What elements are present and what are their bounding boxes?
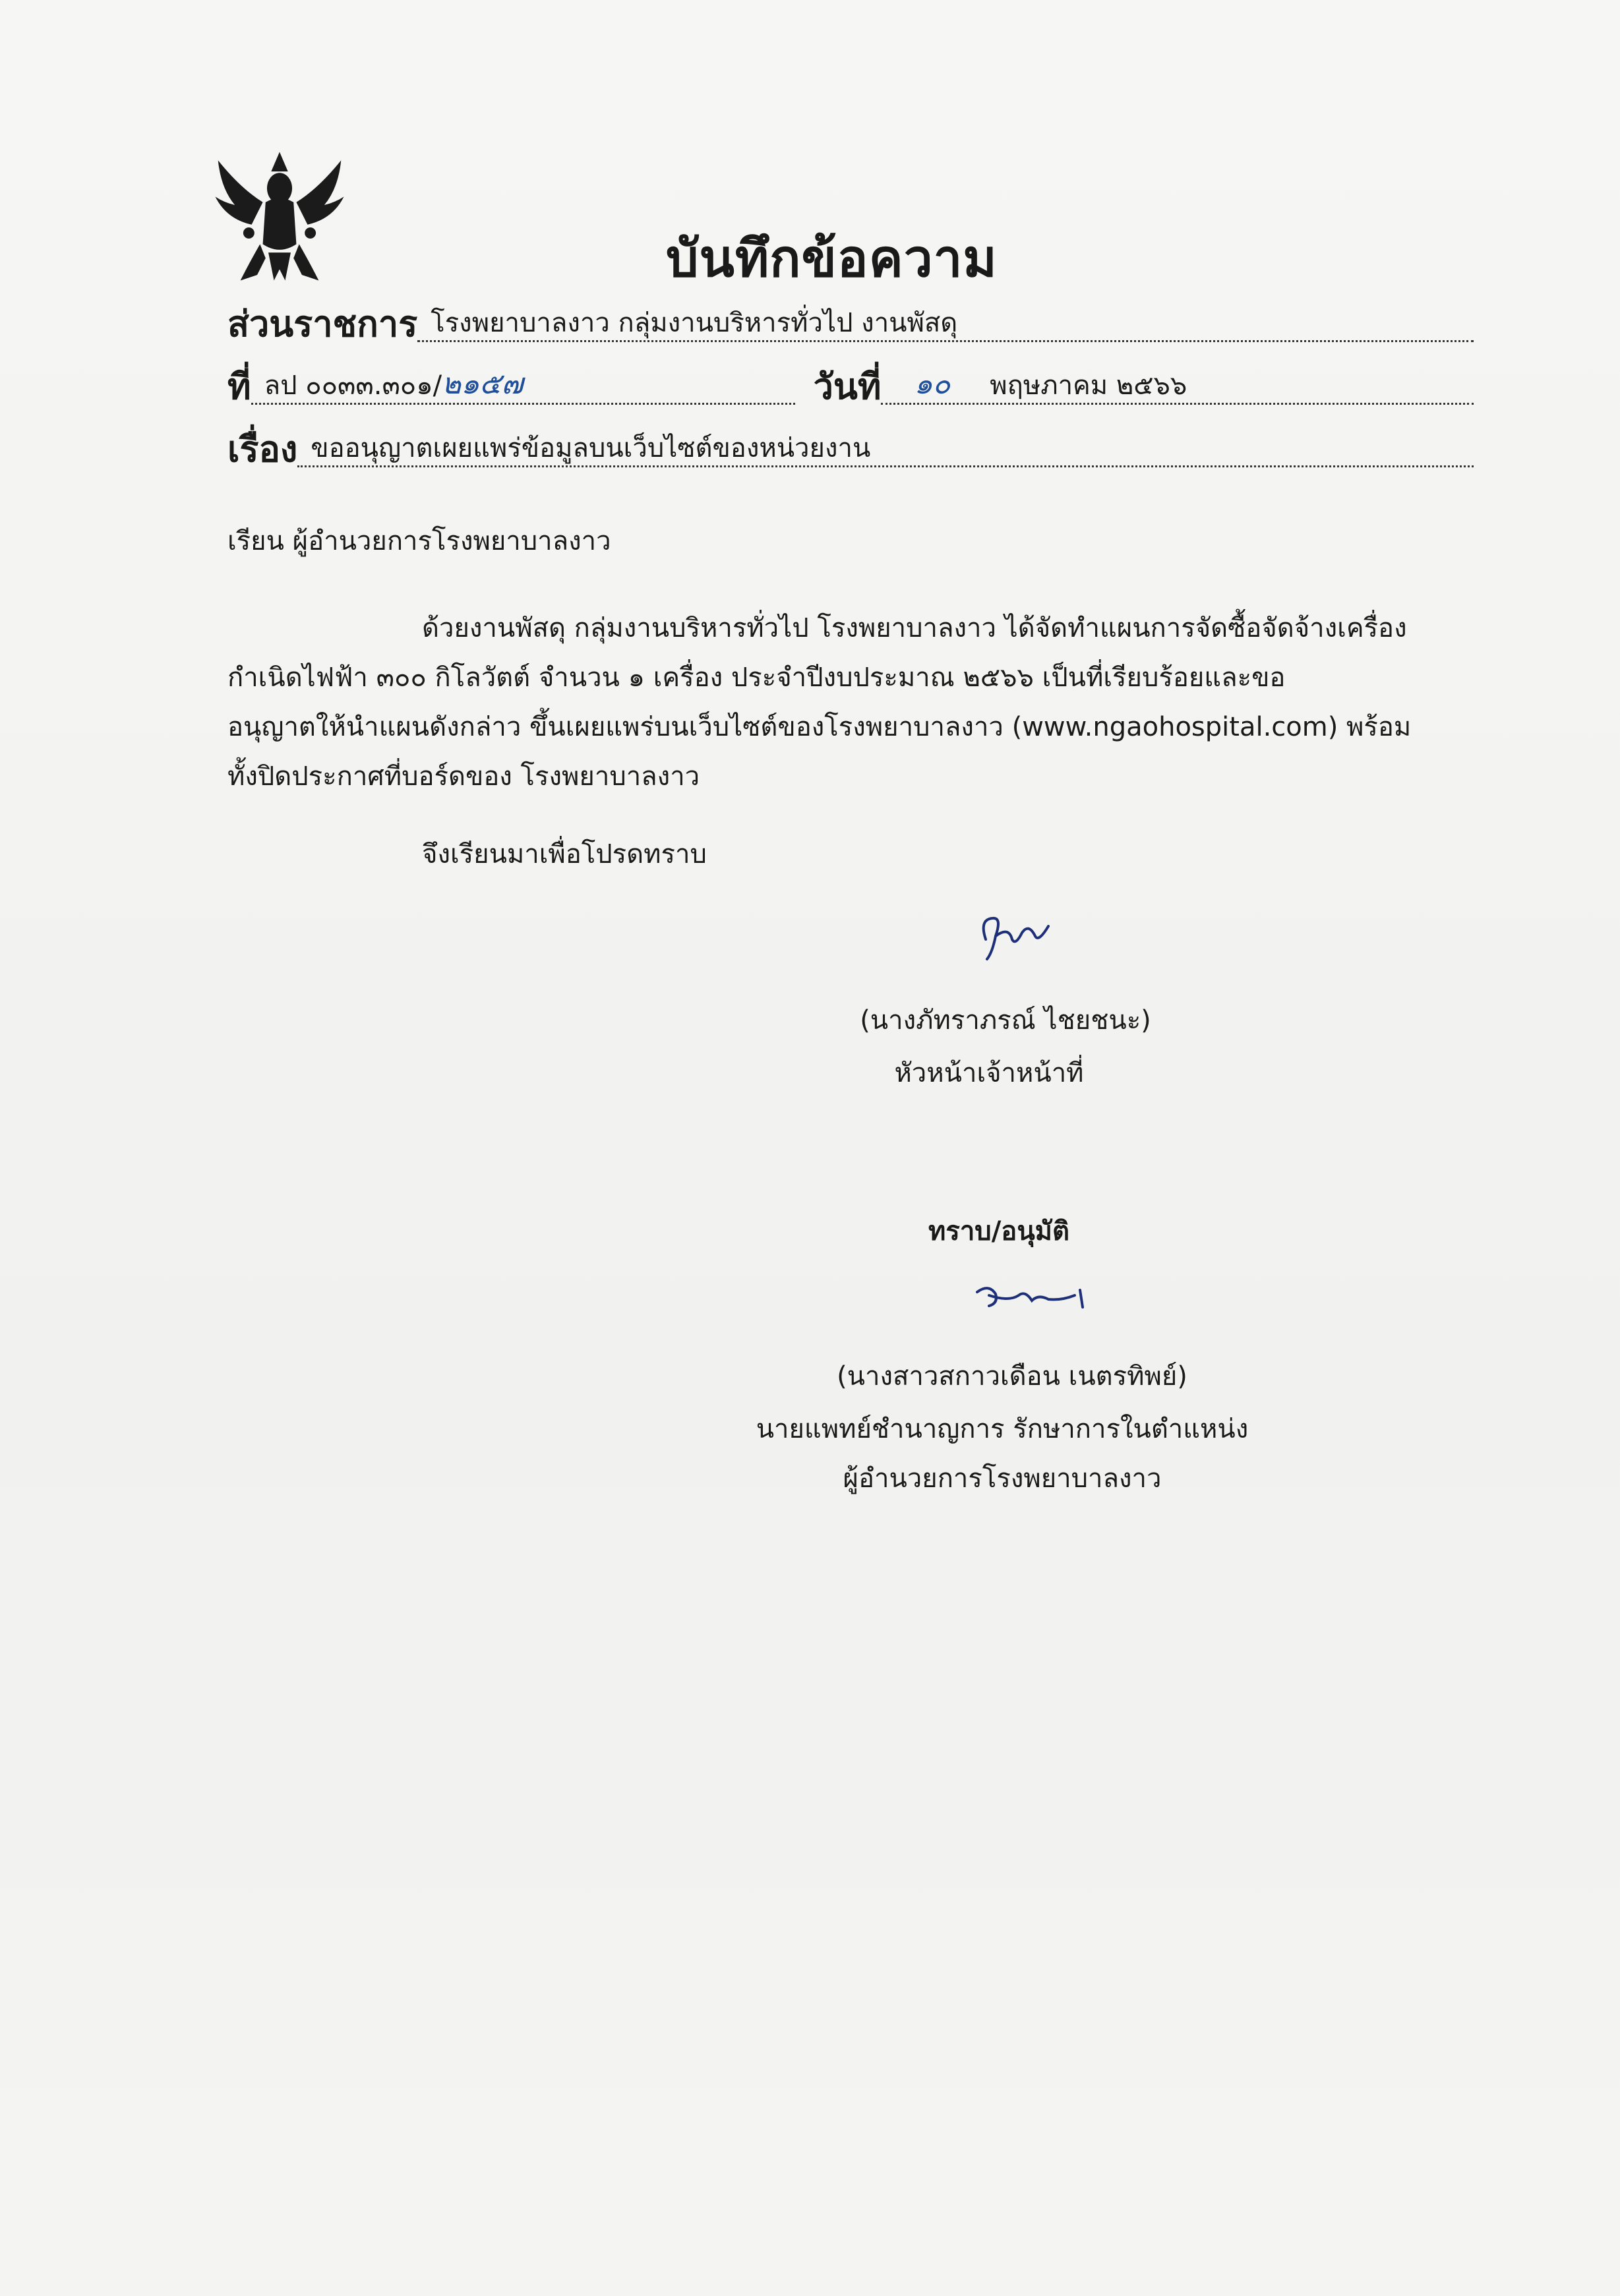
ref-field	[251, 367, 795, 405]
ref-number-handwritten: ๒๑๕๗	[442, 367, 524, 401]
closing: จึงเรียนมาเพื่อโปรดทราบ	[422, 839, 707, 869]
approval-text: ทราบ/อนุมัติ	[928, 1216, 1070, 1247]
signature-2	[969, 1276, 1095, 1322]
date-label: วันที่	[813, 366, 882, 407]
date-month-year: พฤษภาคม ๒๕๖๖	[990, 370, 1187, 401]
memo-title: บันทึกข้อความ	[666, 229, 998, 289]
signature-1	[973, 906, 1065, 966]
body-line: ทั้งปิดประกาศที่บอร์ดของ โรงพยาบาลงาว	[227, 761, 700, 792]
signer-2-title-line2: ผู้อำนวยการโรงพยาบาลงาว	[843, 1463, 1162, 1494]
body-line: อนุญาตให้นำแผนดังกล่าว ขึ้นเผยแพร่บนเว็บไซต์ของโรงพยาบาลงาว (www.ngaohospital.com) พร้อม	[227, 712, 1412, 742]
signer-2-name: (นางสาวสกาวเดือน เนตรทิพย์)	[837, 1361, 1187, 1392]
agency-value: โรงพยาบาลงาว กลุ่มงานบริหารทั่วไป งานพัสดุ	[417, 310, 1474, 342]
agency-row	[227, 303, 1474, 345]
subject-label: เรื่อง	[227, 428, 298, 470]
body-line: ด้วยงานพัสดุ กลุ่มงานบริหารทั่วไป โรงพยาบาลงาว ได้จัดทำแผนการจัดซื้อจัดจ้างเครื่อง	[422, 613, 1407, 643]
signer-1-name: (นางภัทราภรณ์ ไชยชนะ)	[860, 1005, 1151, 1036]
ref-label: ที่	[227, 366, 251, 407]
ref-date-row	[227, 366, 1474, 407]
date-day-handwritten: ๑๐	[914, 367, 951, 401]
agency-label: ส่วนราชการ	[227, 303, 418, 345]
subject-row	[227, 428, 1474, 470]
subject-value: ขออนุญาตเผยแพร่ข้อมูลบนเว็บไซต์ของหน่วยงาน	[297, 435, 1474, 467]
date-field	[881, 367, 1474, 405]
signer-2-title-line1: นายแพทย์ชำนาญการ รักษาการในตำแหน่ง	[756, 1414, 1249, 1444]
ref-value: ลป ๐๐๓๓.๓๐๑/	[264, 370, 442, 401]
salutation: เรียน ผู้อำนวยการโรงพยาบาลงาว	[227, 526, 611, 556]
body-line: กำเนิดไฟฟ้า ๓๐๐ กิโลวัตต์ จำนวน ๑ เครื่อง ประจำปีงบประมาณ ๒๕๖๖ เป็นที่เรียบร้อยและขอ	[227, 662, 1286, 693]
garuda-emblem-icon	[210, 146, 349, 286]
signer-1-title: หัวหน้าเจ้าหน้าที่	[894, 1058, 1084, 1088]
